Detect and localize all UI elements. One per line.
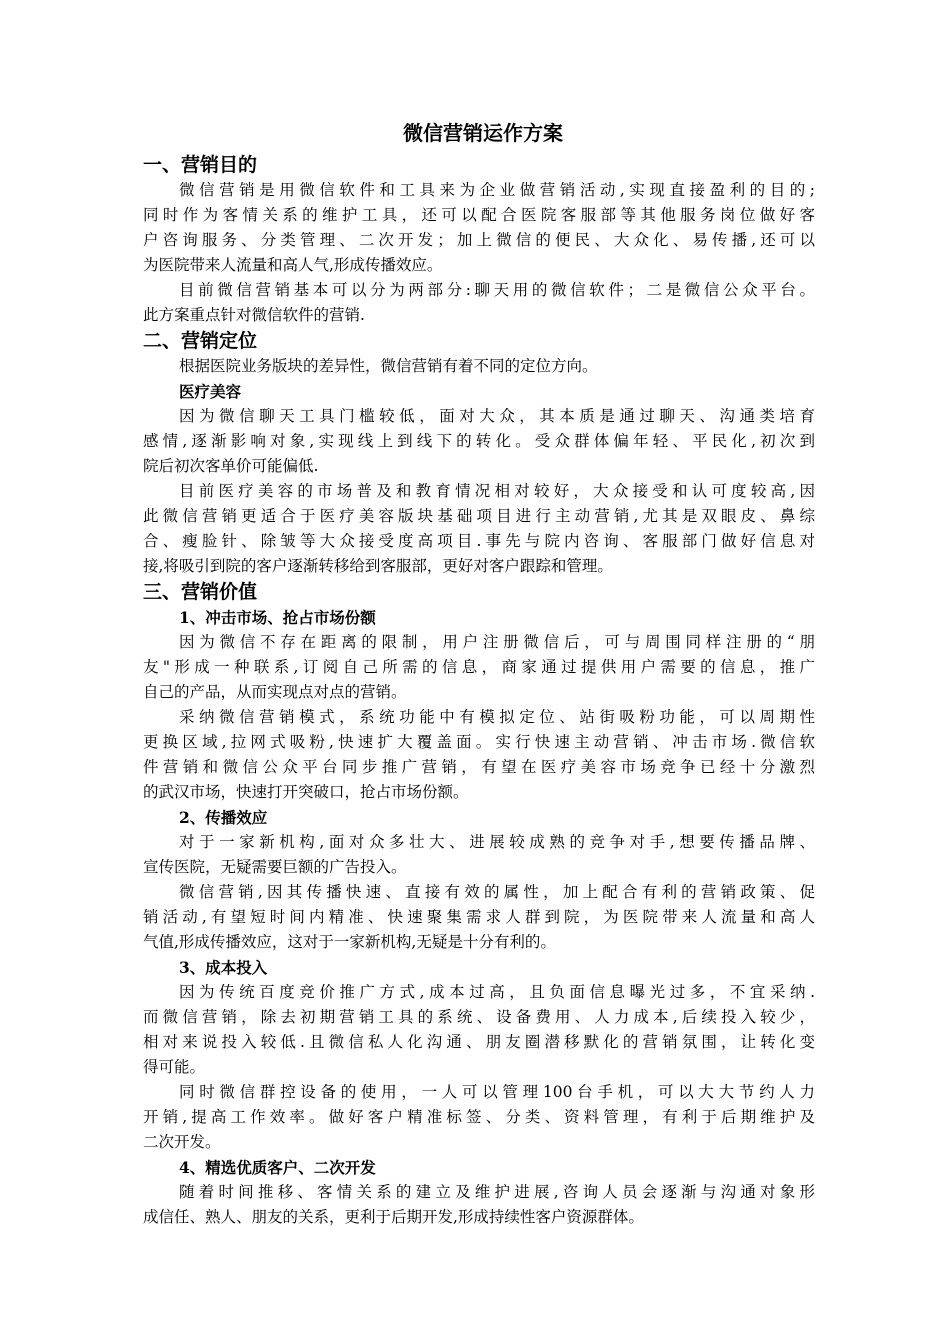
text-line: 接,将吸引到院的客户逐渐转移给到客服部，更好对客户跟踪和管理。 xyxy=(143,557,613,575)
paragraph xyxy=(143,278,815,328)
text-line: 采纳微信营销模式，系统功能中有模拟定位、站街吸粉功能，可以周期性 xyxy=(179,708,815,726)
text-line: 而微信营销，除去初期营销工具的系统、设备费用、人力成本,后续投入较少， xyxy=(143,1008,815,1026)
text-line: 户咨询服务、分类管理、二次开发；加上微信的便民、大众化、易传播,还可以 xyxy=(143,231,815,249)
subsection-heading: 1、冲击市场、抢占市场份额 xyxy=(179,608,376,627)
text-line: 成信任、熟人、朋友的关系，更利于后期开发,形成持续性客户资源群体。 xyxy=(143,1208,644,1226)
paragraph xyxy=(143,178,815,278)
paragraph xyxy=(143,404,815,479)
paragraph xyxy=(143,1080,815,1155)
text-line: 合、瘦脸针、除皱等大众接受度高项目.事先与院内咨询、客服部门做好信息对 xyxy=(143,532,815,550)
text-line: 同时作为客情关系的维护工具，还可以配合医院客服部等其他服务岗位做好客 xyxy=(143,206,815,224)
text-line: 自己的产品，从而实现点对点的营销。 xyxy=(143,683,407,701)
paragraph xyxy=(143,880,815,955)
text-line: 宣传医院，无疑需要巨额的广告投入。 xyxy=(143,858,407,876)
document-body xyxy=(143,152,815,1230)
text-line: 院后初次客单价可能偏低. xyxy=(143,457,319,475)
text-line: 随着时间推移、客情关系的建立及维护进展,咨询人员会逐渐与沟通对象形 xyxy=(179,1183,815,1201)
paragraph xyxy=(143,479,815,579)
subsection-heading: 医疗美容 xyxy=(179,382,242,401)
section-heading: 二、营销定位 xyxy=(143,330,258,352)
section-heading: 三、营销价值 xyxy=(143,581,258,603)
text-line: 微信营销是用微信软件和工具来为企业做营销活动,实现直接盈利的目的; xyxy=(179,181,815,199)
document-title: 微信营销运作方案 xyxy=(403,121,563,145)
paragraph xyxy=(143,354,815,379)
text-line: 气值,形成传播效应，这对于一家新机构,无疑是十分有利的。 xyxy=(143,933,556,951)
text-line: 件营销和微信公众平台同步推广营销，有望在医疗美容市场竞争已经十分激烈 xyxy=(143,758,815,776)
paragraph xyxy=(143,705,815,805)
text-line: 因为微信聊天工具门槛较低，面对大众，其本质是通过聊天、沟通类培育 xyxy=(179,407,815,425)
document-page xyxy=(143,118,815,1230)
text-line: 根据医院业务版块的差异性，微信营销有着不同的定位方向。 xyxy=(179,357,598,375)
text-line: 目前微信营销基本可以分为两部分:聊天用的微信软件；二是微信公众平台。 xyxy=(179,281,815,299)
text-line: 同时微信群控设备的使用，一人可以管理100台手机，可以大大节约人力 xyxy=(179,1083,815,1101)
text-line: 因为传统百度竞价推广方式,成本过高，且负面信息曝光过多，不宜采纳. xyxy=(179,983,815,1001)
text-line: 的武汉市场，快速打开突破口，抢占市场份额。 xyxy=(143,783,469,801)
text-line: 销活动,有望短时间内精准、快速聚集需求人群到院，为医院带来人流量和高人 xyxy=(143,908,815,926)
text-line: 开销,提高工作效率。做好客户精准标签、分类、资料管理，有利于后期维护及 xyxy=(143,1108,815,1126)
text-line: 友"形成一种联系,订阅自己所需的信息，商家通过提供用户需要的信息，推广 xyxy=(143,658,815,676)
section-heading: 一、营销目的 xyxy=(143,154,258,176)
text-line: 此微信营销更适合于医疗美容版块基础项目进行主动营销,尤其是双眼皮、鼻综 xyxy=(143,507,815,525)
text-line: 感情,逐渐影响对象,实现线上到线下的转化。受众群体偏年轻、平民化,初次到 xyxy=(143,432,815,450)
text-line: 相对来说投入较低.且微信私人化沟通、朋友圈潜移默化的营销氛围，让转化变 xyxy=(143,1033,815,1051)
text-line: 对于一家新机构,面对众多壮大、进展较成熟的竞争对手,想要传播品牌、 xyxy=(179,833,815,851)
text-line: 微信营销,因其传播快速、直接有效的属性，加上配合有利的营销政策、促 xyxy=(179,883,815,901)
subsection-heading: 3、成本投入 xyxy=(179,958,268,977)
paragraph xyxy=(143,980,815,1080)
text-line: 目前医疗美容的市场普及和教育情况相对较好，大众接受和认可度较高,因 xyxy=(179,482,815,500)
paragraph xyxy=(143,830,815,880)
text-line: 二次开发。 xyxy=(143,1133,221,1151)
subsection-heading: 2、传播效应 xyxy=(179,808,268,827)
subsection-heading: 4、精选优质客户、二次开发 xyxy=(179,1158,376,1177)
text-line: 因为微信不存在距离的限制，用户注册微信后，可与周围同样注册的“朋 xyxy=(179,633,815,651)
paragraph xyxy=(143,1180,815,1230)
text-line: 为医院带来人流量和高人气,形成传播效应。 xyxy=(143,256,443,274)
text-line: 此方案重点针对微信软件的营销. xyxy=(143,306,365,324)
paragraph xyxy=(143,630,815,705)
text-line: 更换区域,拉网式吸粉,快速扩大覆盖面。实行快速主动营销、冲击市场.微信软 xyxy=(143,733,815,751)
text-line: 得可能。 xyxy=(143,1058,206,1076)
